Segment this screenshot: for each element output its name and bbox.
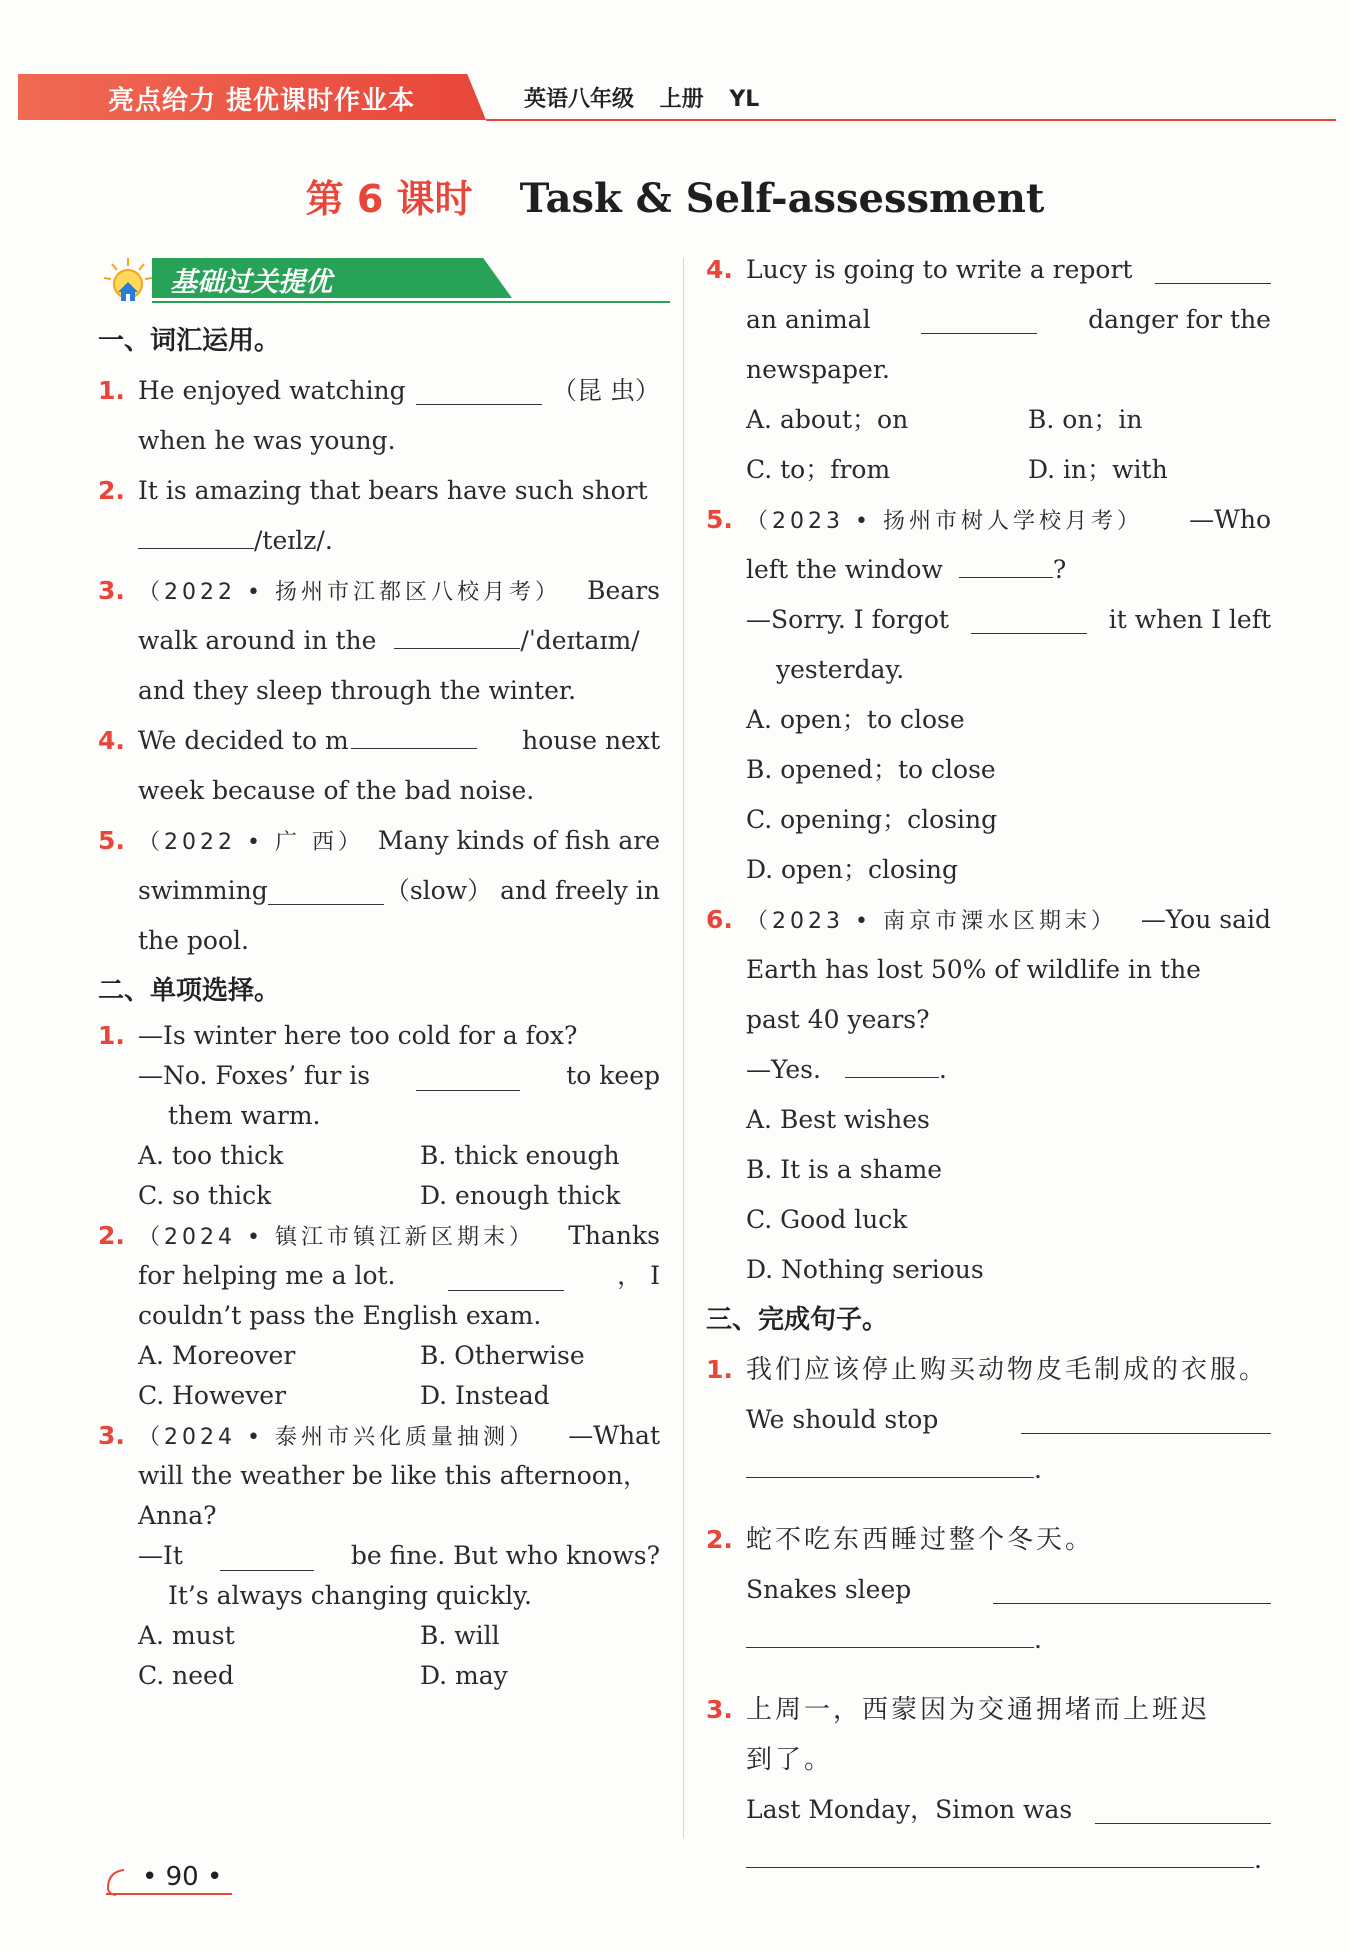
question-text: to keep bbox=[566, 1061, 660, 1090]
question-text: will the weather be like this afternoon， bbox=[138, 1461, 648, 1490]
question-line bbox=[98, 1416, 660, 1456]
answer-blank[interactable] bbox=[416, 1062, 520, 1091]
question-source: （2022 • 扬州市江都区八校月考） bbox=[138, 580, 561, 605]
section-heading: 三、完成句子。 bbox=[706, 1305, 889, 1335]
question-text: past 40 years? bbox=[746, 1005, 930, 1034]
banner-rule bbox=[152, 301, 670, 303]
question-number: 4. bbox=[706, 255, 733, 284]
brand-title: 亮点给力 提优课时作业本 bbox=[108, 86, 416, 116]
option-a[interactable]: A. Best wishes bbox=[746, 1105, 930, 1134]
option-a[interactable]: A. open；to close bbox=[746, 705, 965, 734]
question-line bbox=[706, 1515, 1271, 1565]
answer-blank[interactable] bbox=[138, 520, 254, 549]
question-line bbox=[706, 1615, 1271, 1665]
question-text: —Sorry. I forgot bbox=[746, 605, 949, 634]
chinese-prompt: 上周一，西蒙因为交通拥堵而上班迟 bbox=[746, 1695, 1211, 1725]
question-text: an animal bbox=[746, 305, 871, 334]
question-number: 1. bbox=[706, 1355, 733, 1384]
option-a[interactable]: A. Moreover bbox=[138, 1341, 296, 1370]
chinese-prompt: 蛇不吃东西睡过整个冬天。 bbox=[746, 1525, 1095, 1555]
question-text: swimming bbox=[138, 876, 268, 905]
question-source: （2023 • 扬州市树人学校月考） bbox=[746, 509, 1143, 534]
question-text: for helping me a lot. bbox=[138, 1261, 396, 1290]
page-number: • 90 • bbox=[142, 1862, 223, 1892]
question-text: —What bbox=[568, 1421, 660, 1450]
option-row bbox=[98, 1176, 660, 1216]
sentence-end: . bbox=[1254, 1845, 1262, 1874]
answer-blank[interactable] bbox=[746, 1619, 1034, 1648]
question-line bbox=[98, 1016, 660, 1056]
answer-blank[interactable] bbox=[1021, 1405, 1271, 1434]
question-text: —Yes. bbox=[746, 1055, 821, 1084]
option-c[interactable]: C. Good luck bbox=[746, 1205, 908, 1234]
page-number-rule bbox=[106, 1893, 232, 1895]
option-b[interactable]: B. will bbox=[420, 1621, 500, 1650]
question-text: yesterday. bbox=[776, 655, 905, 684]
left-column bbox=[98, 316, 660, 1696]
question-source: （2023 • 南京市溧水区期末） bbox=[746, 909, 1117, 934]
question-number: 2. bbox=[98, 1221, 125, 1250]
question-text: He enjoyed watching bbox=[138, 376, 406, 405]
question-text: them warm. bbox=[168, 1101, 321, 1130]
question-text: the pool. bbox=[138, 926, 249, 955]
question-line bbox=[706, 1445, 1271, 1495]
question-number: 5. bbox=[98, 826, 125, 855]
question-line bbox=[706, 1045, 1271, 1095]
phonetic-hint: /ˈdeɪtaɪm/ bbox=[520, 626, 640, 655]
question-text: when he was young. bbox=[138, 426, 396, 455]
question-line bbox=[98, 866, 660, 916]
answer-blank[interactable] bbox=[220, 1542, 314, 1571]
question-line bbox=[98, 516, 660, 566]
question-text: danger for the bbox=[1088, 305, 1271, 334]
answer-blank[interactable] bbox=[746, 1839, 1254, 1868]
answer-blank[interactable] bbox=[351, 720, 477, 749]
question-line bbox=[98, 466, 660, 516]
question-line bbox=[98, 366, 660, 416]
option-d[interactable]: D. Nothing serious bbox=[746, 1255, 984, 1284]
option-c[interactable]: C. opening；closing bbox=[746, 805, 998, 834]
banner-text: 基础过关提优 bbox=[170, 267, 332, 298]
option-d[interactable]: D. enough thick bbox=[420, 1181, 621, 1210]
answer-blank[interactable] bbox=[746, 1449, 1034, 1478]
option-b[interactable]: B. thick enough bbox=[420, 1141, 620, 1170]
question-text: newspaper. bbox=[746, 355, 890, 384]
option-row bbox=[98, 1336, 660, 1376]
question-line bbox=[98, 716, 660, 766]
question-text: week because of the bad noise. bbox=[138, 776, 535, 805]
answer-blank[interactable] bbox=[971, 605, 1087, 634]
option-a[interactable]: A. about；on bbox=[746, 405, 909, 434]
question-line bbox=[98, 816, 660, 866]
question-line bbox=[706, 1685, 1271, 1735]
question-text: —No. Foxes’ fur is bbox=[138, 1061, 371, 1090]
question-line bbox=[98, 566, 660, 616]
option-row bbox=[706, 395, 1271, 445]
section-banner bbox=[100, 254, 670, 306]
option-c[interactable]: C. to；from bbox=[746, 455, 891, 484]
option-c[interactable]: C. need bbox=[138, 1661, 234, 1690]
answer-blank[interactable] bbox=[1095, 1795, 1271, 1824]
sentence-start: Snakes sleep bbox=[746, 1575, 912, 1604]
question-number: 4. bbox=[98, 726, 125, 755]
question-number: 2. bbox=[706, 1525, 733, 1554]
section-heading: 二、单项选择。 bbox=[98, 976, 281, 1006]
question-text: Anna? bbox=[138, 1501, 217, 1530]
option-d[interactable]: D. in；with bbox=[1028, 455, 1168, 484]
question-line bbox=[706, 1345, 1271, 1395]
option-a[interactable]: A. too thick bbox=[138, 1141, 284, 1170]
option-row bbox=[98, 1616, 660, 1656]
question-number: 3. bbox=[706, 1695, 733, 1724]
option-c[interactable]: C. so thick bbox=[138, 1181, 272, 1210]
column-divider bbox=[683, 258, 684, 1838]
question-text: —Who bbox=[1189, 505, 1271, 534]
question-line bbox=[706, 545, 1271, 595]
answer-blank[interactable] bbox=[993, 1575, 1271, 1604]
question-text: be fine. But who knows? bbox=[350, 1541, 660, 1570]
option-b[interactable]: B. Otherwise bbox=[420, 1341, 585, 1370]
option-b[interactable]: B. on；in bbox=[1028, 405, 1143, 434]
sentence-end: . bbox=[1034, 1455, 1042, 1484]
question-number: 1. bbox=[98, 1021, 125, 1050]
question-text: walk around in the bbox=[138, 626, 377, 655]
header-rule bbox=[486, 119, 1336, 121]
lesson-title bbox=[0, 168, 1350, 223]
question-line bbox=[98, 1216, 660, 1256]
question-text: It’s always changing quickly. bbox=[168, 1581, 532, 1610]
question-text: Lucy is going to write a report bbox=[746, 255, 1133, 284]
answer-blank[interactable] bbox=[845, 1049, 939, 1078]
sentence-start: Last Monday，Simon was bbox=[746, 1795, 1073, 1824]
question-number: 3. bbox=[98, 1421, 125, 1450]
question-number: 3. bbox=[98, 576, 125, 605]
question-line bbox=[98, 1056, 660, 1096]
option-d[interactable]: D. open；closing bbox=[746, 855, 958, 884]
question-text: house next bbox=[522, 726, 660, 755]
question-line bbox=[706, 595, 1271, 645]
answer-blank[interactable] bbox=[1155, 255, 1271, 284]
chinese-prompt: 到了。 bbox=[746, 1745, 834, 1775]
question-text: We decided to m bbox=[138, 726, 349, 755]
question-line bbox=[706, 1785, 1271, 1835]
answer-blank[interactable] bbox=[959, 549, 1053, 578]
question-hint: （昆 虫） bbox=[552, 376, 660, 405]
option-row bbox=[98, 1656, 660, 1696]
question-source: （2024 • 镇江市镇江新区期末） bbox=[138, 1225, 535, 1250]
answer-blank[interactable] bbox=[394, 620, 520, 649]
option-d[interactable]: D. may bbox=[420, 1661, 508, 1690]
question-line bbox=[706, 1835, 1271, 1885]
question-text: it when I left bbox=[1108, 605, 1271, 634]
sentence-start: We should stop bbox=[746, 1405, 939, 1434]
question-text: ， I bbox=[617, 1261, 660, 1290]
lesson-name: Task & Self-assessment bbox=[519, 175, 1045, 222]
right-column bbox=[706, 245, 1271, 1885]
house-sun-icon bbox=[100, 254, 156, 306]
option-row bbox=[706, 445, 1271, 495]
section-heading: 一、词汇运用。 bbox=[98, 326, 281, 356]
answer-blank[interactable] bbox=[448, 1262, 564, 1291]
question-text: Thanks bbox=[568, 1221, 660, 1250]
question-line bbox=[706, 295, 1271, 345]
sentence-end: . bbox=[1034, 1625, 1042, 1654]
question-line bbox=[706, 1565, 1271, 1615]
question-line bbox=[706, 245, 1271, 295]
question-source: （2022 • 广 西） bbox=[138, 830, 364, 855]
question-text: （slow） and freely in bbox=[384, 876, 660, 905]
question-number: 5. bbox=[706, 505, 733, 534]
question-text: —It bbox=[138, 1541, 183, 1570]
question-number: 6. bbox=[706, 905, 733, 934]
chinese-prompt: 我们应该停止购买动物皮毛制成的衣服。 bbox=[746, 1355, 1269, 1385]
question-text: Many kinds of fish are bbox=[377, 826, 660, 855]
option-a[interactable]: A. must bbox=[138, 1621, 235, 1650]
option-c[interactable]: C. However bbox=[138, 1381, 287, 1410]
question-line bbox=[706, 895, 1271, 945]
question-line bbox=[98, 1536, 660, 1576]
question-text: and they sleep through the winter. bbox=[138, 676, 577, 705]
option-d[interactable]: D. Instead bbox=[420, 1381, 550, 1410]
option-row bbox=[98, 1376, 660, 1416]
lesson-number: 第 6 课时 bbox=[305, 177, 473, 221]
question-line bbox=[98, 616, 660, 666]
option-b[interactable]: B. It is a shame bbox=[746, 1155, 943, 1184]
question-text: It is amazing that bears have such short bbox=[138, 476, 648, 505]
question-line bbox=[98, 1256, 660, 1296]
question-source: （2024 • 泰州市兴化质量抽测） bbox=[138, 1425, 535, 1450]
question-text: Earth has lost 50% of wildlife in the bbox=[746, 955, 1201, 984]
option-b[interactable]: B. opened；to close bbox=[746, 755, 996, 784]
answer-blank[interactable] bbox=[268, 876, 384, 905]
answer-blank[interactable] bbox=[416, 376, 542, 405]
answer-blank[interactable] bbox=[921, 305, 1037, 334]
question-text: left the window bbox=[746, 555, 943, 584]
question-text: —Is winter here too cold for a fox? bbox=[138, 1021, 578, 1050]
book-info: 英语八年级 上册 YL bbox=[524, 87, 760, 112]
phonetic-hint: /teɪlz/. bbox=[254, 526, 333, 555]
question-text: ? bbox=[1052, 555, 1067, 584]
question-text: Bears bbox=[587, 576, 660, 605]
option-row bbox=[98, 1136, 660, 1176]
question-text: —You said bbox=[1140, 905, 1271, 934]
question-number: 1. bbox=[98, 376, 125, 405]
question-text: couldn’t pass the English exam. bbox=[138, 1301, 542, 1330]
question-number: 2. bbox=[98, 476, 125, 505]
question-line bbox=[706, 495, 1271, 545]
question-text: . bbox=[938, 1055, 947, 1084]
question-line bbox=[706, 1395, 1271, 1445]
